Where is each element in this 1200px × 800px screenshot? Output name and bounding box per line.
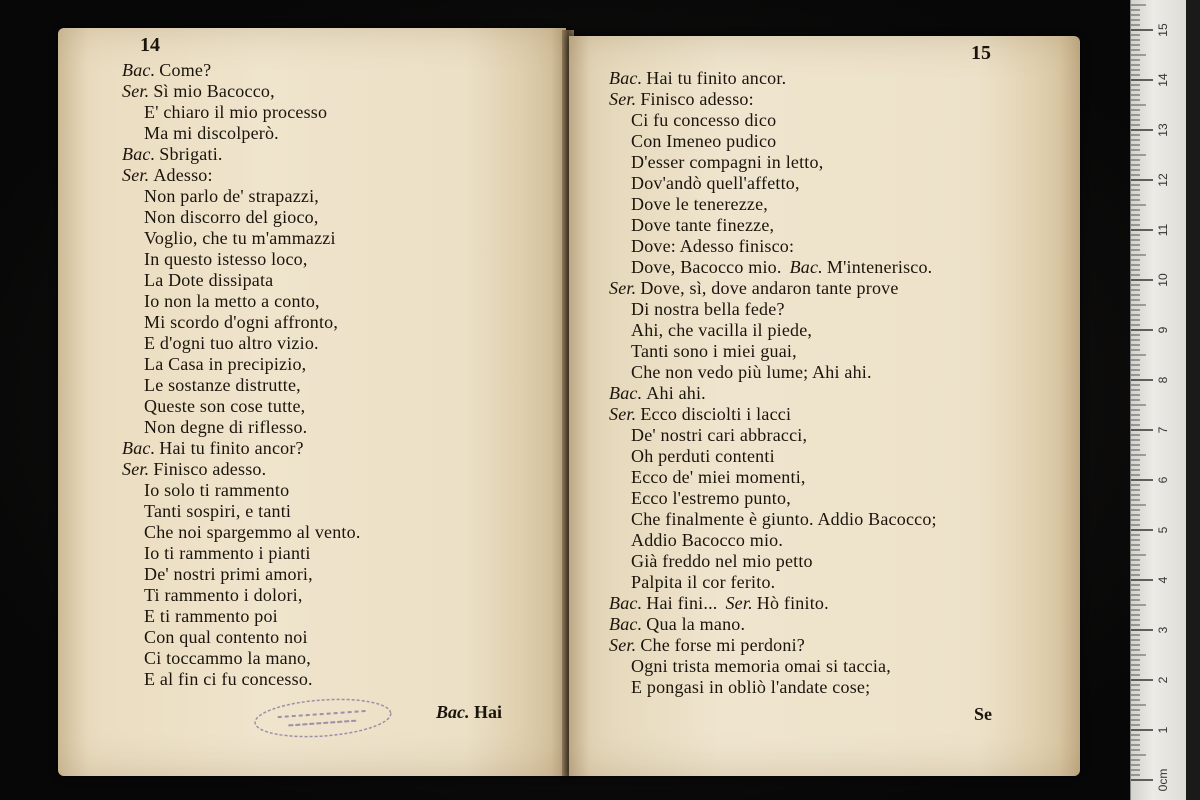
verse-text: Finisco adesso: [640,89,754,109]
verse-text: Mi scordo d'ogni affronto, [144,312,339,332]
verse-text: La Casa in precipizio, [144,354,307,374]
verse-text: Che forse mi perdoni? [640,635,805,655]
ruler-label: 6 [1156,476,1170,484]
verse-text: E al fin ci fu concesso. [144,669,313,689]
verse-line [122,228,542,249]
verse-text: Voglio, che tu m'ammazzi [144,228,336,248]
verse-text: In questo istesso loco, [144,249,308,269]
verse-text: Le sostanze distrutte, [144,375,301,395]
verse-text: Ecco disciolti i lacci [640,404,792,424]
verse-text: Qua la mano. [646,614,746,634]
verse-text: D'esser compagni in letto, [631,152,824,172]
verse-text: Hai tu finito ancor? [159,438,304,458]
verse-text: Già freddo nel mio petto [631,551,813,571]
verse-text: Non degne di riflesso. [144,417,308,437]
verse-line [609,131,1069,152]
verse-line [609,635,1069,656]
verse-line [122,501,542,522]
verse-line [609,677,1069,698]
verse-text: E d'ogni tuo altro vizio. [144,333,319,353]
speaker-label: Bac. [122,438,156,458]
verse-text: Dove: Adesso finisco: [631,236,795,256]
speaker-label: Ser. [609,89,637,109]
ruler-label: 14 [1156,73,1170,87]
verse-text: Ecco l'estremo punto, [631,488,791,508]
left-catchword [436,702,502,723]
verse-line [122,480,542,501]
verse-line [609,362,1069,383]
ruler-label: 4 [1156,576,1170,584]
verse-text: Sì mio Bacocco, [153,81,275,101]
right-page-text [609,68,1069,698]
verse-line [609,320,1069,341]
measurement-ruler [1130,0,1187,800]
verse-text: E ti rammento poi [144,606,278,626]
verse-text: Io ti rammento i pianti [144,543,311,563]
speaker-label: Ser. [725,593,753,613]
verse-text: Ahi ahi. [646,383,706,403]
verse-line [609,236,1069,257]
speaker-label: Bac. [789,257,823,277]
verse-text: Hai tu finito ancor. [646,68,787,88]
verse-text: Queste son cose tutte, [144,396,306,416]
ruler-label: 15 [1156,23,1170,37]
speaker-label: Ser. [122,165,150,185]
verse-text: Hai fini... [646,593,718,613]
verse-text: Hò finito. [756,593,829,613]
verse-text: Non discorro del gioco, [144,207,319,227]
speaker-label: Bac. [122,60,156,80]
ruler-label: 11 [1156,223,1170,237]
verse-text: Che noi spargemmo al vento. [144,522,361,542]
verse-text: Non parlo de' strapazzi, [144,186,319,206]
verse-line [609,341,1069,362]
verse-text: Io solo ti rammento [144,480,290,500]
ruler-label: 1 [1156,726,1170,734]
verse-text: De' nostri primi amori, [144,564,313,584]
verse-line [609,446,1069,467]
verse-line [122,669,542,690]
verse-text: Ti rammento i dolori, [144,585,303,605]
verse-text: Di nostra bella fede? [631,299,785,319]
verse-text: Dove tante finezze, [631,215,775,235]
ruler-label: 7 [1156,426,1170,434]
verse-line [609,383,1069,404]
verse-line [122,207,542,228]
verse-line [122,459,542,480]
verse-line [122,123,542,144]
verse-line [122,375,542,396]
verse-text: Finisco adesso. [153,459,267,479]
verse-text: Tanti sono i miei guai, [631,341,797,361]
verse-line [122,102,542,123]
verse-text: Ahi, che vacilla il piede, [631,320,813,340]
verse-text: Dove le tenerezze, [631,194,769,214]
verse-line [609,194,1069,215]
verse-line [609,257,1069,278]
ruler-label: 0cm [1156,768,1170,792]
ruler-label: 12 [1156,173,1170,187]
verse-text: Con Imeneo pudico [631,131,777,151]
verse-line [609,152,1069,173]
verse-line [122,543,542,564]
verse-text: Con qual contento noi [144,627,308,647]
verse-text: Sbrigati. [159,144,223,164]
verse-line [609,572,1069,593]
verse-line [122,333,542,354]
verse-text: Oh perduti contenti [631,446,775,466]
verse-line [609,614,1069,635]
speaker-label: Ser. [122,459,150,479]
verse-text: E' chiaro il mio processo [144,102,328,122]
verse-line [609,467,1069,488]
right-page [569,36,1080,776]
verse-text: Ecco de' miei momenti, [631,467,806,487]
verse-line [122,417,542,438]
verse-text: De' nostri cari abbracci, [631,425,808,445]
ruler-label: 10 [1156,273,1170,287]
verse-line [609,509,1069,530]
speaker-label: Ser. [609,278,637,298]
verse-line [122,144,542,165]
verse-line [609,488,1069,509]
ruler-label: 13 [1156,123,1170,137]
verse-line [122,438,542,459]
verse-line [609,551,1069,572]
verse-text: Palpita il cor ferito. [631,572,776,592]
verse-line [609,278,1069,299]
verse-line [609,656,1069,677]
speaker-label: Bac. [609,614,643,634]
speaker-label: Ser. [122,81,150,101]
verse-text: Che finalmente è giunto. Addio Bacocco; [631,509,937,529]
verse-line [122,186,542,207]
verse-line [609,68,1069,89]
verse-line [122,606,542,627]
ruler-label: 9 [1156,326,1170,334]
verse-line [122,648,542,669]
ruler-edge [1186,0,1200,800]
verse-line [609,173,1069,194]
catchword-word: Hai [474,702,503,722]
verse-line [122,585,542,606]
speaker-label: Ser. [609,635,637,655]
verse-text: Addio Bacocco mio. [631,530,784,550]
verse-text: Dov'andò quell'affetto, [631,173,800,193]
verse-text: Come? [159,60,212,80]
left-page-number: 14 [140,34,160,56]
verse-line [609,530,1069,551]
verse-line [122,396,542,417]
speaker-label: Bac. [609,68,643,88]
ruler-label: 3 [1156,626,1170,634]
verse-line [122,627,542,648]
verse-text: La Dote dissipata [144,270,274,290]
verse-text: Io non la metto a conto, [144,291,320,311]
verse-line [122,81,542,102]
verse-text: Dove, Bacocco mio. [631,257,782,277]
right-page-number: 15 [971,42,991,64]
verse-line [122,270,542,291]
ruler-ticks [1131,0,1187,800]
verse-line [609,593,1069,614]
speaker-label: Bac. [609,383,643,403]
left-page-text [122,60,542,690]
verse-line [122,354,542,375]
verse-text: Adesso: [153,165,213,185]
left-page [58,28,566,776]
verse-line [609,110,1069,131]
verse-text: M'intenerisco. [826,257,933,277]
verse-text: Ci fu concesso dico [631,110,777,130]
verse-line [609,215,1069,236]
ruler-label: 5 [1156,526,1170,534]
verse-line [609,89,1069,110]
verse-line [122,291,542,312]
verse-text: Ma mi discolperò. [144,123,279,143]
verse-text: Tanti sospiri, e tanti [144,501,292,521]
speaker-label: Ser. [609,404,637,424]
ruler-label: 2 [1156,676,1170,684]
verse-text: E pongasi in obliò l'andate cose; [631,677,871,697]
verse-line [609,404,1069,425]
verse-line [122,564,542,585]
speaker-label: Bac. [609,593,643,613]
ruler-label: 8 [1156,376,1170,384]
speaker-label: Bac. [122,144,156,164]
verse-line [122,165,542,186]
verse-line [609,425,1069,446]
verse-text: Ogni trista memoria omai si taccia, [631,656,891,676]
verse-line [122,249,542,270]
verse-line [122,522,542,543]
verse-line [122,312,542,333]
catchword-speaker: Bac. [436,702,474,722]
verse-text: Dove, sì, dove andaron tante prove [640,278,899,298]
library-stamp [247,691,400,747]
verse-line [122,60,542,81]
verse-line [609,299,1069,320]
right-catchword: Se [974,704,992,724]
verse-text: Che non vedo più lume; Ahi ahi. [631,362,872,382]
verse-text: Ci toccammo la mano, [144,648,311,668]
